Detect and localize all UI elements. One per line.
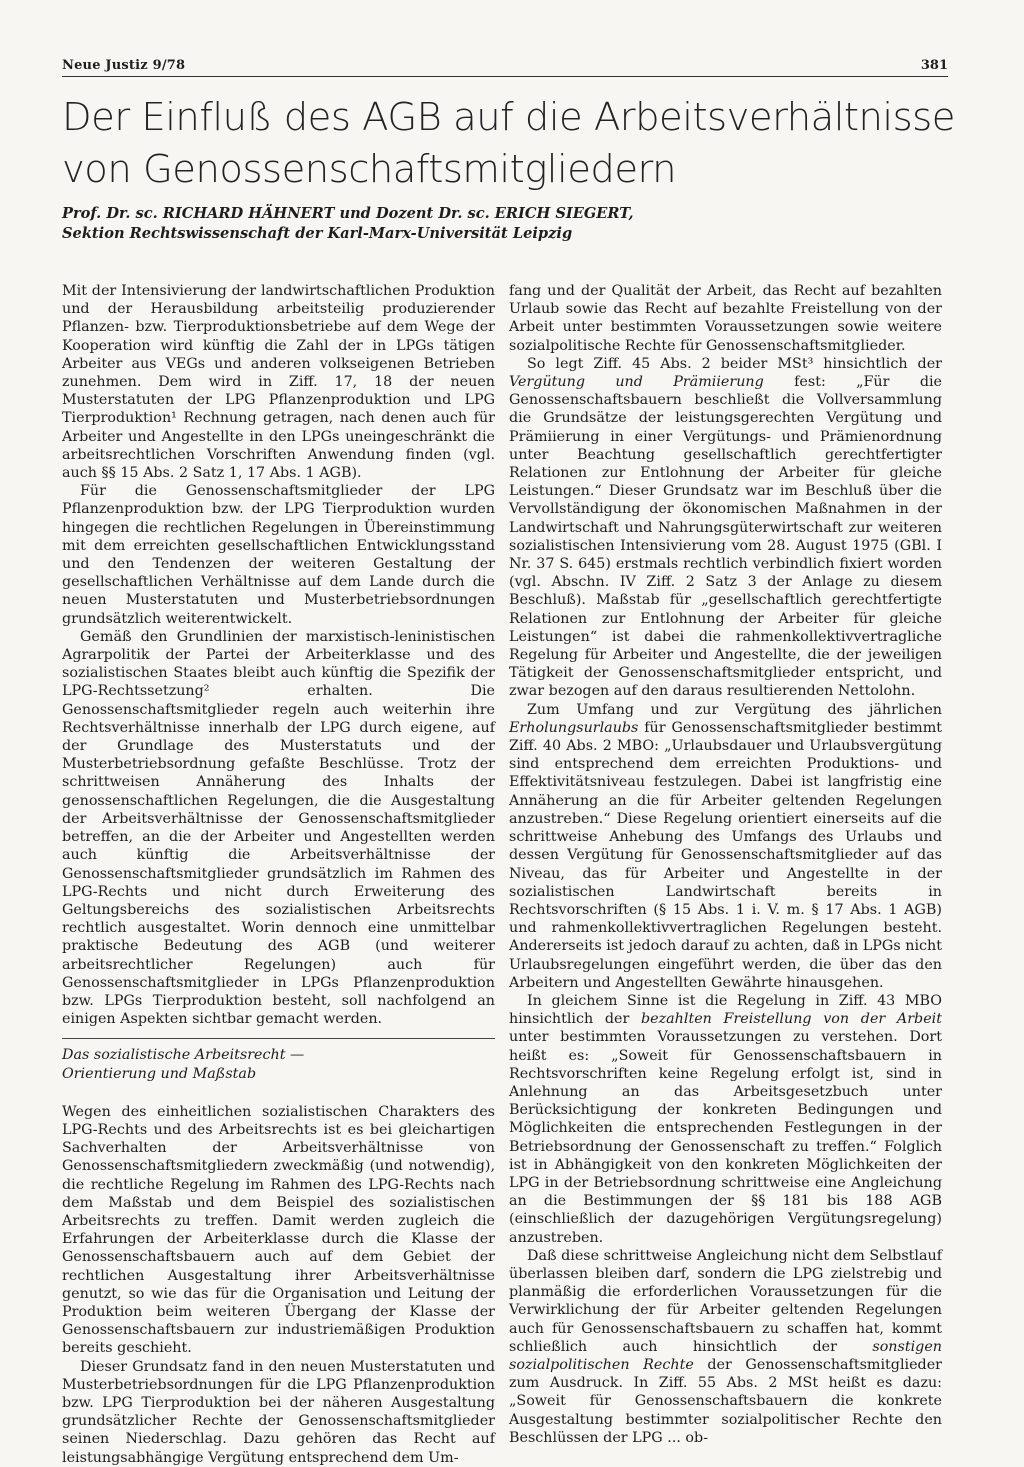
paragraph <box>509 1247 942 1447</box>
paragraph <box>509 701 942 992</box>
title-line: von Genossenschaftsmitgliedern <box>62 147 677 192</box>
paragraph: Dieser Grundsatz fand in den neuen Musterstatuten und Musterbetriebsordnungen für die LPG Pflanzenproduktion bzw. LPG Tierproduktion bei der näheren Ausgestaltung grundsätzlicher Rechte der Genossenschaftsmitglieder seinen Niederschlag. Dazu gehören das Recht auf leistungsabhängige Vergütung entsprechend dem Um- <box>62 1358 495 1466</box>
paragraph: Gemäß den Grundlinien der marxistisch-leninistischen Agrarpolitik der Partei der Arbeiterklasse und des sozialistischen Staates bleibt auch künftig die Spezifik der LPG-Rechtssetzung² erhalten. Die Genossenschaftsmitglieder regeln auch weiterhin ihre Rechtsverhältnisse innerhalb der LPG durch eigene, auf der Grundlage des Musterstatuts und der Musterbetriebsordnung gefaßte Beschlüsse. Trotz der schrittweisen Annäherung des Inhalts der genossenschaftlichen Regelungen, die die Ausgestaltung der Arbeitsverhältnisse der Genossenschaftsmitglieder betreffen, an die der Arbeiter und Angestellten werden auch künftig die Arbeitsverhältnisse der Genossenschaftsmitglieder grundsätzlich im Rahmen des LPG-Rechts und nicht durch Erweiterung des Geltungsbereichs des sozialistischen Arbeitsrechts rechtlich ausgestaltet. Worin dennoch eine unmittelbar praktische Bedeutung des AGB (und weiterer arbeitsrechtlicher Regelungen) auch für Genossenschaftsmitglieder in LPGs Pflanzenproduktion bzw. LPGs Tierproduktion besteht, soll nachfolgend an einigen Aspekten sichtbar gemacht werden. <box>62 628 495 1028</box>
paragraph: Mit der Intensivierung der landwirtschaftlichen Produktion und der Herausbildung arbeitsteilig produzierender Pflanzen- bzw. Tierproduktionsbetriebe auf dem Wege der Kooperation wird künftig die Zahl der in LPGs tätigen Arbeiter aus VEGs und anderen volkseigenen Betrieben zunehmen. Dem wird in Ziff. 17, 18 der neuen Musterstatuten der LPG Pflanzenproduktion und LPG Tierproduktion¹ Rechnung getragen, nach denen auch für Arbeiter und Angestellte in den LPGs uneingeschränkt die arbeitsrechtlichen Vorschriften Anwendung finden (vgl. auch §§ 15 Abs. 2 Satz 1, 17 Abs. 1 AGB). <box>62 283 495 482</box>
author-names: Prof. Dr. sc. RICHARD HÄHNERT und Dozent Dr. sc. ERICH SIEGERT, <box>62 205 634 222</box>
emphasis: bezahlten Freistellung von der Arbeit <box>641 1011 942 1028</box>
paragraph: fang und der Qualität der Arbeit, das Recht auf bezahlten Urlaub sowie das Recht auf bezahlte Freistellung von der Arbeit unter bestimmten Voraussetzungen sowie weitere sozialpolitische Rechte für Genossenschaftsmitglieder. <box>509 283 942 354</box>
running-header <box>62 56 948 77</box>
section-heading-line: Orientierung und Maßstab <box>62 1065 257 1082</box>
text-run: für Genossenschaftsmitglieder bestimmt Ziff. 40 Abs. 2 MBO: „Urlaubsdauer und Urlaubsvergütung sind entsprechend dem erreichten Produktions- und Effektivitätsniveau festzulegen. Dabei ist langfristig eine Annäherung an die für Arbeiter geltenden Regelungen anzustreben.“ Diese Regelung orientiert einerseits auf die schrittweise Anhebung des Umfangs des Urlaubs und dessen Vergütung für Genossenschaftsmitglieder auf das Niveau, das für Arbeiter und Angestellte in der sozialistischen Landwirtschaft bereits in Rechtsvorschriften (§ 15 Abs. 1 i. V. m. § 17 Abs. 1 AGB) und rahmenkollektivvertraglichen Regelungen besteht. Andererseits ist jedoch darauf zu achten, daß in LPGs nicht Urlaubsregelungen eingeführt werden, die über das den Arbeitern und Angestellten Gewährte hinausgehen. <box>509 719 942 991</box>
emphasis: Erholungsurlaubs <box>509 719 639 736</box>
author-affiliation: Sektion Rechtswissenschaft der Karl-Marx-Universität Leipzig <box>62 225 573 242</box>
text-run: unter bestimmten Voraussetzungen zu verstehen. Dort heißt es: „Soweit für Genossenschaftsbauern in Rechtsvorschriften keine Regelung erfolgt ist, sind in Anlehnung an das Arbeitsgesetzbuch unter Berücksichtigung der konkreten Bedingungen und Möglichkeiten die entsprechenden Festlegungen in der Betriebsordnung der Genossenschaft zu treffen.“ Folglich ist in Abhängigkeit von den konkreten Möglichkeiten der LPG in der Betriebsordnung schrittweise eine Angleichung an die Bestimmungen der §§ 181 bis 188 AGB (einschließlich der dazugehörigen Vergütungsregelung) anzustreben. <box>509 1029 942 1246</box>
section-heading <box>62 1046 495 1082</box>
author-byline <box>62 204 942 244</box>
title-line: Der Einfluß des AGB auf die Arbeitsverhältnisse <box>62 95 955 140</box>
paragraph <box>509 355 942 701</box>
right-column <box>509 282 942 1447</box>
journal-issue: Neue Justiz 9/78 <box>62 58 186 73</box>
text-run: Zum Umfang und zur Vergütung des jährlichen <box>527 701 942 718</box>
text-run: der Genossenschaftsmitglieder zum Ausdruck. In Ziff. 55 Abs. 2 MSt heißt es dazu: „Soweit für Genossenschaftsbauern die konkrete Ausgestaltung bestimmter sozialpolitischer Rechte den Beschlüssen der LPG ... ob- <box>509 1356 943 1446</box>
emphasis: Vergütung und Prämiierung <box>509 374 764 391</box>
text-run: So legt Ziff. 45 Abs. 2 beider MSt³ hinsichtlich der <box>527 355 942 372</box>
paragraph <box>509 992 942 1247</box>
text-run: fest: „Für die Genossenschaftsbauern beschließt die Vollversammlung die Grundsätze der leistungsgerechten Vergütung und Prämiierung in einer Vergütungs- und Prämienordnung unter Beachtung gesellschaftlich gerechtfertigter Relationen zur Entlohnung der Arbeiter für gleiche Leistungen.“ Dieser Grundsatz war im Beschluß über die Vervollständigung der ökonomischen Maßnahmen in der Landwirtschaft und Nahrungsgüterwirtschaft zur weiteren sozialistischen Intensivierung vom 28. August 1975 (GBl. I Nr. 37 S. 645) erstmals rechtlich verbindlich fixiert worden (vgl. Abschn. IV Ziff. 2 Satz 3 der Anlage zu diesem Beschluß). Maßstab für „gesellschaftlich gerechtfertigte Relationen zur Entlohnung der Arbeiter für gleiche Leistungen“ ist dabei die rahmenkollektivvertragliche Regelung für Arbeiter und Angestellte, die der jeweiligen Tätigkeit der Genossenschaftsmitglieder entspricht, und zwar bezogen auf den daraus resultierenden Nettolohn. <box>509 374 943 700</box>
paragraph: Wegen des einheitlichen sozialistischen Charakters des LPG-Rechts und des Arbeitsrechts ist es bei gleichartigen Sachverhalten der Arbeitsverhältnisse von Genossenschaftsmitgliedern zweckmäßig (und notwendig), die rechtliche Regelung im Rahmen des LPG-Rechts nach dem Maßstab und dem Beispiel des sozialistischen Arbeitsrechts zu treffen. Damit werden zugleich die Erfahrungen der Arbeiterklasse durch die Klasse der Genossenschaftsbauern auch auf dem Gebiet der rechtlichen Ausgestaltung ihrer Arbeitsverhältnisse genutzt, so wie das für die Organisation und Leitung der Produktion beim weiteren Übergang der Klasse der Genossenschaftsbauern zur industriemäßigen Produktion bereits geschieht. <box>62 1103 495 1357</box>
left-column <box>62 282 495 1467</box>
text-run: Daß diese schrittweise Angleichung nicht dem Selbstlauf überlassen bleiben darf, sondern die LPG zielstrebig und planmäßig die erforderlichen Voraussetzungen für die Verwirklichung der für Arbeiter geltenden Regelungen auch für Genossenschaftsbauern zu schaffen hat, kommt schließlich auch hinsichtlich der <box>509 1247 942 1355</box>
paragraph: Für die Genossenschaftsmitglieder der LPG Pflanzenproduktion bzw. der LPG Tierproduktion wurden hingegen die rechtlichen Regelungen in Übereinstimmung mit dem erreichten gesellschaftlichen Entwicklungsstand und den Tendenzen der weiteren Gestaltung der gesellschaftlichen Verhältnisse auf dem Lande durch die neuen Musterstatuten und Musterbetriebsordnungen grundsätzlich weiterentwickelt. <box>62 483 495 627</box>
text-run: In gleichem Sinne ist die Regelung in Ziff. 43 MBO hinsichtlich der <box>509 992 942 1028</box>
section-heading-line: Das sozialistische Arbeitsrecht — <box>62 1047 305 1064</box>
emphasis: sonstigen sozialpolitischen Rechte <box>509 1338 942 1373</box>
page-number: 381 <box>920 58 948 73</box>
section-divider <box>62 1038 495 1039</box>
article-title <box>62 92 955 196</box>
